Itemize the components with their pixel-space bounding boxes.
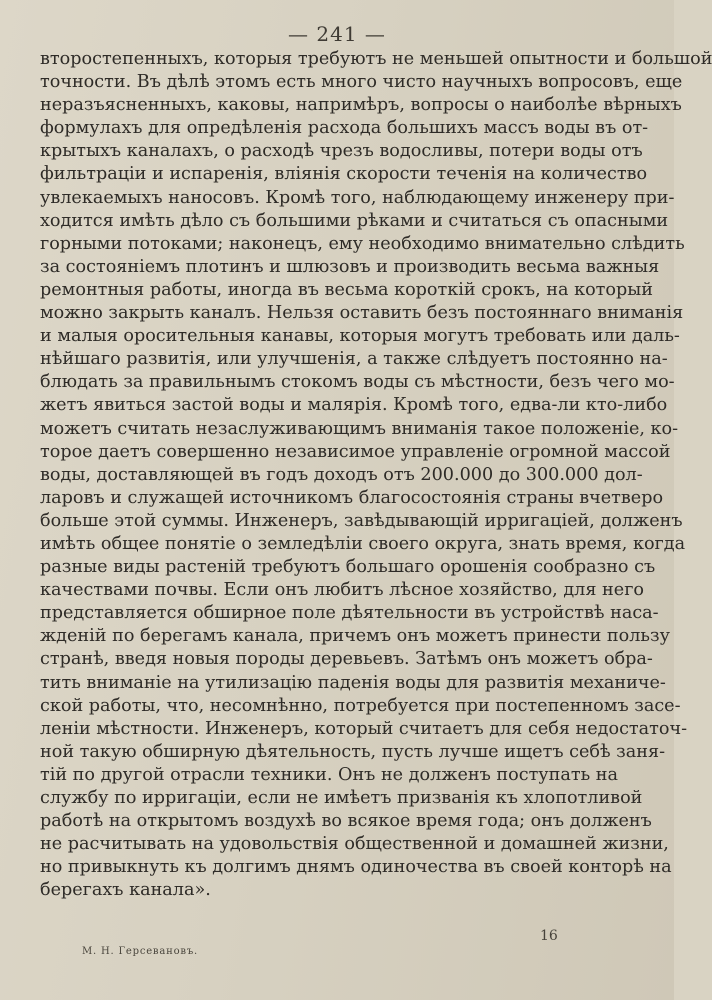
text-line: тій по другой отрасли техники. Онъ не долженъ поступать на	[40, 764, 618, 785]
text-line: ларовъ и служащей источникомъ благосостоянія страны вчетверо	[40, 487, 664, 508]
text-line: имѣть общее понятіе о земледѣліи своего округа, знать время, когда	[40, 533, 686, 554]
text-line: формулахъ для опредѣленія расхода большихъ массъ воды въ от-	[40, 118, 649, 139]
text-line: увлекаемыхъ наносовъ. Кромѣ того, наблюдающему инженеру при-	[40, 187, 675, 208]
text-line: торое даетъ совершенно независимое управленіе огромной массой	[40, 441, 671, 462]
text-line: точности. Въ дѣлѣ этомъ есть много чисто научныхъ вопросовъ, еще	[40, 72, 683, 93]
text-line: блюдать за правильнымъ стокомъ воды съ мѣстности, безъ чего мо-	[40, 372, 675, 393]
text-line: разные виды растеній требуютъ большаго орошенія сообразно съ	[40, 557, 656, 578]
text-line: представляется обширное поле дѣятельности въ устройствѣ наса-	[40, 603, 659, 624]
text-line: нѣйшаго развитія, или улучшенія, а также слѣдуетъ постоянно на-	[40, 349, 668, 370]
text-line: воды, доставляющей въ годъ доходъ отъ 200.000 до 300.000 дол-	[40, 464, 643, 485]
text-line: странѣ, введя новыя породы деревьевъ. Затѣмъ онъ можетъ обра-	[40, 649, 653, 670]
body-text	[40, 48, 712, 902]
text-line: качествами почвы. Если онъ любитъ лѣсное хозяйство, для него	[40, 580, 645, 601]
text-line: ходится имѣть дѣло съ большими рѣками и считаться съ опасными	[40, 210, 669, 231]
text-line: неразъясненныхъ, каковы, напримѣръ, вопросы о наиболѣе вѣрныхъ	[40, 95, 682, 116]
text-line: жденій по берегамъ канала, причемъ онъ можетъ принести пользу	[40, 626, 670, 647]
text-line: больше этой суммы. Инженеръ, завѣдывающій ирригаціей, долженъ	[40, 510, 683, 531]
text-line: фильтраціи и испаренія, вліянія скорости теченія на количество	[40, 164, 648, 185]
text-line: крытыхъ каналахъ, о расходѣ чрезъ водосливы, потери воды отъ	[40, 141, 643, 162]
text-line: можно закрыть каналъ. Нельзя оставить безъ постояннаго вниманія	[40, 303, 684, 324]
text-line: второстепенныхъ, которыя требуютъ не меньшей опытности и большой	[40, 49, 712, 69]
text-line: берегахъ канала».	[40, 880, 211, 901]
text-line: тить вниманіе на утилизацію паденія воды для развитія механиче-	[40, 672, 666, 693]
page-number: — 241 —	[288, 22, 386, 46]
text-line: службу по ирригаціи, если не имѣетъ призванія къ хлопотливой	[40, 788, 643, 808]
text-line: можетъ считать незаслуживающимъ вниманія такое положеніе, ко-	[40, 418, 679, 439]
text-line: не расчитывать на удовольствія общественной и домашней жизни,	[40, 834, 669, 855]
printer-mark: М. Н. Герсевановъ.	[82, 946, 198, 957]
text-line: горными потоками; наконецъ, ему необходимо внимательно слѣдить	[40, 233, 685, 254]
text-line: ремонтныя работы, иногда въ весьма короткій срокъ, на который	[40, 279, 653, 300]
text-line: но привыкнуть къ долгимъ днямъ одиночества въ своей конторѣ на	[40, 857, 672, 878]
text-line: за состояніемъ плотинъ и шлюзовъ и производить весьма важныя	[40, 256, 660, 277]
text-line: леніи мѣстности. Инженеръ, который считаетъ для себя недостаточ-	[40, 718, 688, 739]
text-line: работѣ на открытомъ воздухѣ во всякое время года; онъ долженъ	[40, 811, 652, 832]
text-line: ской работы, что, несомнѣнно, потребуется при постепенномъ засе-	[40, 695, 681, 716]
text-line: ной такую обширную дѣятельность, пусть лучше ищетъ себѣ заня-	[40, 741, 666, 762]
text-line: и малыя оросительныя канавы, которыя могутъ требовать или даль-	[40, 326, 680, 347]
sheet-number: 16	[540, 928, 558, 944]
text-line: жетъ явиться застой воды и малярія. Кромѣ того, едва-ли кто-либо	[40, 395, 668, 416]
